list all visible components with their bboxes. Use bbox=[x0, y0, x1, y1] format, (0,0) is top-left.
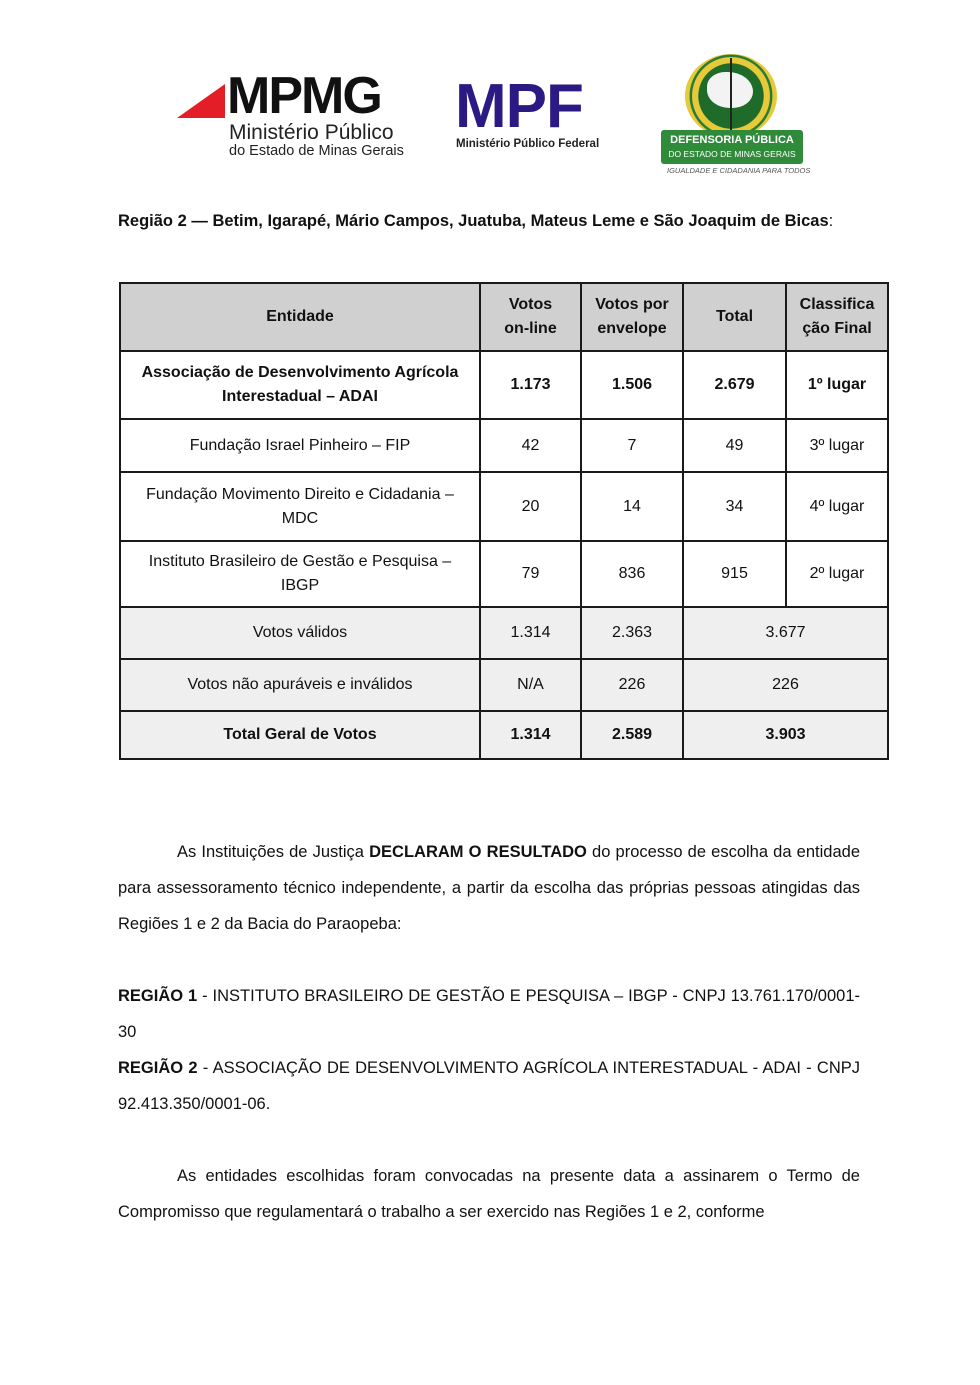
total-cell: 3.677 bbox=[683, 607, 888, 659]
rank-cell: 1º lugar bbox=[786, 351, 888, 419]
header-envelope bbox=[581, 283, 683, 351]
entity-cell bbox=[120, 472, 480, 541]
table-row bbox=[120, 419, 888, 472]
rank-cell: 2º lugar bbox=[786, 541, 888, 607]
mpmg-triangle-icon bbox=[177, 84, 225, 118]
results-paragraph bbox=[118, 978, 860, 1122]
online-cell: N/A bbox=[480, 659, 581, 711]
result-region-text: - ASSOCIAÇÃO DE DESENVOLVIMENTO AGRÍCOLA INTERESTADUAL - ADAI - CNPJ 92.413.350/0001-06. bbox=[118, 1059, 860, 1113]
envelope-cell: 1.506 bbox=[581, 351, 683, 419]
mpf-logo bbox=[455, 72, 625, 168]
total-cell: 2.679 bbox=[683, 351, 786, 419]
summary-row-invalid bbox=[120, 659, 888, 711]
summary-label: Total Geral de Votos bbox=[120, 711, 480, 759]
summary-label: Votos válidos bbox=[120, 607, 480, 659]
votes-table bbox=[119, 282, 889, 760]
mpf-name: Ministério Público Federal bbox=[456, 138, 600, 150]
envelope-cell: 7 bbox=[581, 419, 683, 472]
online-cell: 1.314 bbox=[480, 607, 581, 659]
online-cell: 79 bbox=[480, 541, 581, 607]
header-logos bbox=[0, 50, 980, 180]
header-class-line2: ção Final bbox=[802, 320, 872, 337]
entity-cell bbox=[120, 351, 480, 419]
entity-name-line2: IBGP bbox=[280, 577, 320, 594]
defensoria-title: DEFENSORIA PÚBLICA bbox=[670, 134, 794, 146]
online-cell: 42 bbox=[480, 419, 581, 472]
summary-label: Votos não apuráveis e inválidos bbox=[120, 659, 480, 711]
declaration-text-after: do processo de escolha da entidade para assessoramento técnico independente, a partir da escolha das próprias pessoas atingidas das Regiões 1 e 2 da Bacia do Paraopeba: bbox=[118, 843, 860, 933]
online-cell: 1.314 bbox=[480, 711, 581, 759]
region-title-text: Região 2 — Betim, Igarapé, Mário Campos, Juatuba, Mateus Leme e São Joaquim de Bicas bbox=[118, 212, 829, 230]
entity-cell bbox=[120, 541, 480, 607]
envelope-cell: 226 bbox=[581, 659, 683, 711]
summary-row-grand-total bbox=[120, 711, 888, 759]
defensoria-motto: IGUALDADE E CIDADANIA PARA TODOS bbox=[667, 166, 811, 175]
mpmg-acronym: MPMG bbox=[227, 67, 381, 125]
result-region-text: - INSTITUTO BRASILEIRO DE GESTÃO E PESQUISA – IBGP - CNPJ 13.761.170/0001-30 bbox=[118, 987, 860, 1041]
header-classification bbox=[786, 283, 888, 351]
entity-name-line2: MDC bbox=[281, 509, 319, 527]
result-region-1 bbox=[118, 978, 860, 1050]
summary-row-valid bbox=[120, 607, 888, 659]
declaration-text-before: As Instituições de Justiça bbox=[177, 843, 370, 861]
rank-cell: 4º lugar bbox=[786, 472, 888, 541]
table-row bbox=[120, 472, 888, 541]
convocation-paragraph: As entidades escolhidas foram convocadas na presente data a assinarem o Termo de Compromisso que regulamentará o trabalho a ser exercido nas Regiões 1 e 2, conforme bbox=[118, 1167, 860, 1221]
scales-pole-icon bbox=[730, 58, 732, 134]
scales-of-justice-seal-icon bbox=[685, 54, 777, 138]
defensoria-logo bbox=[655, 54, 815, 180]
online-cell: 1.173 bbox=[480, 351, 581, 419]
region-title bbox=[118, 212, 833, 231]
online-cell: 20 bbox=[480, 472, 581, 541]
total-cell: 226 bbox=[683, 659, 888, 711]
envelope-cell: 14 bbox=[581, 472, 683, 541]
table-row bbox=[120, 351, 888, 419]
entity-name-line1: Fundação Movimento Direito e Cidadania – bbox=[146, 485, 454, 503]
entity-name-line2: Interestadual – ADAI bbox=[222, 388, 378, 405]
header-total: Total bbox=[683, 283, 786, 351]
result-region-label: REGIÃO 1 bbox=[118, 987, 198, 1005]
rank-cell: 3º lugar bbox=[786, 419, 888, 472]
table-row bbox=[120, 541, 888, 607]
result-region-label: REGIÃO 2 bbox=[118, 1059, 198, 1077]
total-cell: 49 bbox=[683, 419, 786, 472]
entity-name-line1: Instituto Brasileiro de Gestão e Pesquisa – bbox=[148, 553, 452, 570]
envelope-cell: 2.363 bbox=[581, 607, 683, 659]
total-cell: 34 bbox=[683, 472, 786, 541]
region-title-colon: : bbox=[828, 212, 834, 230]
mpmg-logo bbox=[175, 67, 415, 182]
mpmg-state: do Estado de Minas Gerais bbox=[229, 143, 404, 159]
envelope-cell: 2.589 bbox=[581, 711, 683, 759]
envelope-cell: 836 bbox=[581, 541, 683, 607]
defensoria-subtitle: DO ESTADO DE MINAS GERAIS bbox=[668, 149, 796, 159]
header-envelope-line1: Votos por bbox=[595, 296, 669, 313]
header-online-line1: Votos bbox=[508, 296, 553, 313]
header-online-line2: on-line bbox=[504, 320, 557, 337]
header-envelope-line2: envelope bbox=[597, 320, 667, 337]
defensoria-banner bbox=[661, 130, 803, 164]
header-online bbox=[480, 283, 581, 351]
declaration-paragraph bbox=[118, 834, 860, 942]
entity-name-line1: Associação de Desenvolvimento Agrícola bbox=[141, 364, 459, 381]
mpmg-name: Ministério Público bbox=[229, 121, 394, 144]
header-entity: Entidade bbox=[120, 283, 480, 351]
mpf-acronym: MPF bbox=[455, 72, 583, 141]
total-cell: 3.903 bbox=[683, 711, 888, 759]
declaration-emphasis: DECLARAM O RESULTADO bbox=[369, 843, 587, 861]
entity-cell: Fundação Israel Pinheiro – FIP bbox=[120, 419, 480, 472]
result-region-2 bbox=[118, 1050, 860, 1122]
header-class-line1: Classifica bbox=[799, 296, 875, 313]
total-cell: 915 bbox=[683, 541, 786, 607]
table-header-row bbox=[120, 283, 888, 351]
